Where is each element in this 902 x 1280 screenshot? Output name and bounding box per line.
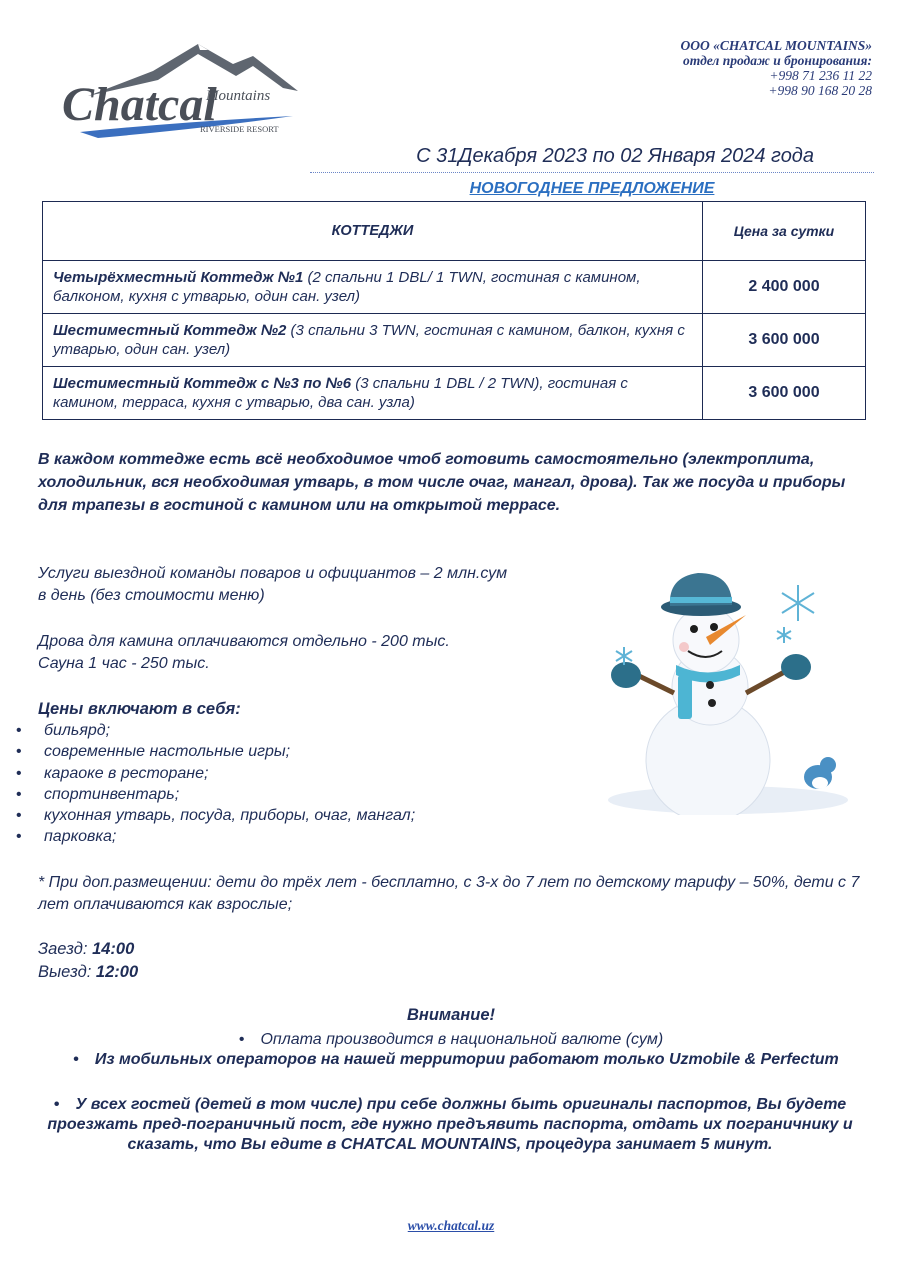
- svg-text:Chatcal: Chatcal: [62, 78, 217, 131]
- table-row: [43, 314, 866, 367]
- attention-item: • Из мобильных операторов на нашей территории работают только Uzmobile & Perfectum: [73, 1051, 839, 1068]
- includes-list: [0, 720, 415, 848]
- cottage-description: [43, 314, 703, 367]
- table-header: [43, 202, 866, 261]
- department: отдел продаж и бронирования:: [683, 53, 872, 68]
- list-item: • парковка;: [0, 826, 415, 847]
- attention-item: • Оплата производится в национальной валюте (сум): [238, 1031, 664, 1048]
- company-contacts: [680, 38, 872, 98]
- svg-text:Mountains: Mountains: [206, 88, 271, 104]
- table-row: [43, 367, 866, 420]
- cottage-name: Шестиместный Коттедж №2: [53, 322, 287, 339]
- check-out-label: Выезд:: [38, 963, 92, 981]
- list-item: • караоке в ресторане;: [0, 763, 415, 784]
- attention-item: • У всех гостей (детей в том числе) при себе должны быть оригиналы паспортов, Вы будете проезжать пред-пограничный пост, где нужно предъявить паспорта, отдать их пограничнику и сказать, что Вы едите в CHATCAL MOUNTAINS, процедура занимает 5 минут.: [47, 1096, 853, 1153]
- table-row: [43, 261, 866, 314]
- cottage-description: [43, 261, 703, 314]
- phone-2[interactable]: +998 90 168 20 28: [768, 83, 872, 98]
- cottage-details: (3 спальни 3 TWN, гостиная с камином, балкон, кухня с утварью, один сан. узел): [53, 322, 685, 358]
- cottage-details: (2 спальни 1 DBL/ 1 TWN, гостиная с камином, балконом, кухня с утварью, один сан. узел): [53, 269, 641, 305]
- list-item: • современные настольные игры;: [0, 741, 415, 762]
- check-in-time: 14:00: [92, 940, 135, 958]
- list-item: • кухонная утварь, посуда, приборы, очаг, мангал;: [0, 805, 415, 826]
- additional-placement-note: * При доп.размещении: дети до трёх лет - бесплатно, с 3-х до 7 лет по детскому тарифу – 50%, дети с 7 лет оплачиваются как взрослые;: [38, 874, 860, 913]
- offer-title: НОВОГОДНЕЕ ПРЕДЛОЖЕНИЕ: [469, 180, 715, 197]
- includes-title: Цены включают в себя:: [38, 700, 241, 718]
- company-name: ООО «CHATCAL MOUNTAINS»: [680, 38, 872, 53]
- check-in-label: Заезд:: [38, 940, 88, 958]
- svg-text:RIVERSIDE RESORT: RIVERSIDE RESORT: [200, 124, 279, 134]
- website-link[interactable]: www.chatcal.uz: [407, 1218, 495, 1233]
- cottage-amenities-text: В каждом коттедже есть всё необходимое чтоб готовить самостоятельно (электроплита, холодильник, вся необходимая утварь, в том числе очаг, мангал, дрова). Так же посуда и приборы для трапезы в гостиной с камином или на открытой террасе.: [38, 451, 846, 514]
- extra-charges: Дрова для камина оплачиваются отдельно - 200 тыс. Сауна 1 час - 250 тыс.: [38, 633, 450, 672]
- cottage-price: 3 600 000: [703, 367, 866, 420]
- header-price: Цена за сутки: [703, 202, 866, 261]
- list-item: • спортинвентарь;: [0, 784, 415, 805]
- cottage-price: 3 600 000: [703, 314, 866, 367]
- snowman-illustration: [598, 565, 868, 815]
- phone-1[interactable]: +998 71 236 11 22: [769, 68, 872, 83]
- cottage-name: Шестиместный Коттедж с №3 по №6: [53, 375, 352, 392]
- chatcal-logo: [58, 36, 303, 146]
- catering-services: Услуги выездной команды поваров и официантов – 2 млн.сум в день (без стоимости меню): [38, 565, 508, 604]
- header-cottages: КОТТЕДЖИ: [43, 202, 703, 261]
- date-range: С 31Декабря 2023 по 02 Января 2024 года: [310, 145, 874, 173]
- cottage-name: Четырёхместный Коттедж №1: [53, 269, 304, 286]
- check-out-time: 12:00: [95, 963, 139, 981]
- check-in-out: [38, 938, 138, 984]
- cottage-description: [43, 367, 703, 420]
- cottage-details: (3 спальни 1 DBL / 2 TWN), гостиная с камином, терраса, кухня с утварью, два сан. узла): [53, 375, 628, 411]
- list-item: • бильярд;: [0, 720, 415, 741]
- prices-table: [42, 201, 866, 420]
- attention-title: Внимание!: [406, 1006, 496, 1024]
- cottage-price: 2 400 000: [703, 261, 866, 314]
